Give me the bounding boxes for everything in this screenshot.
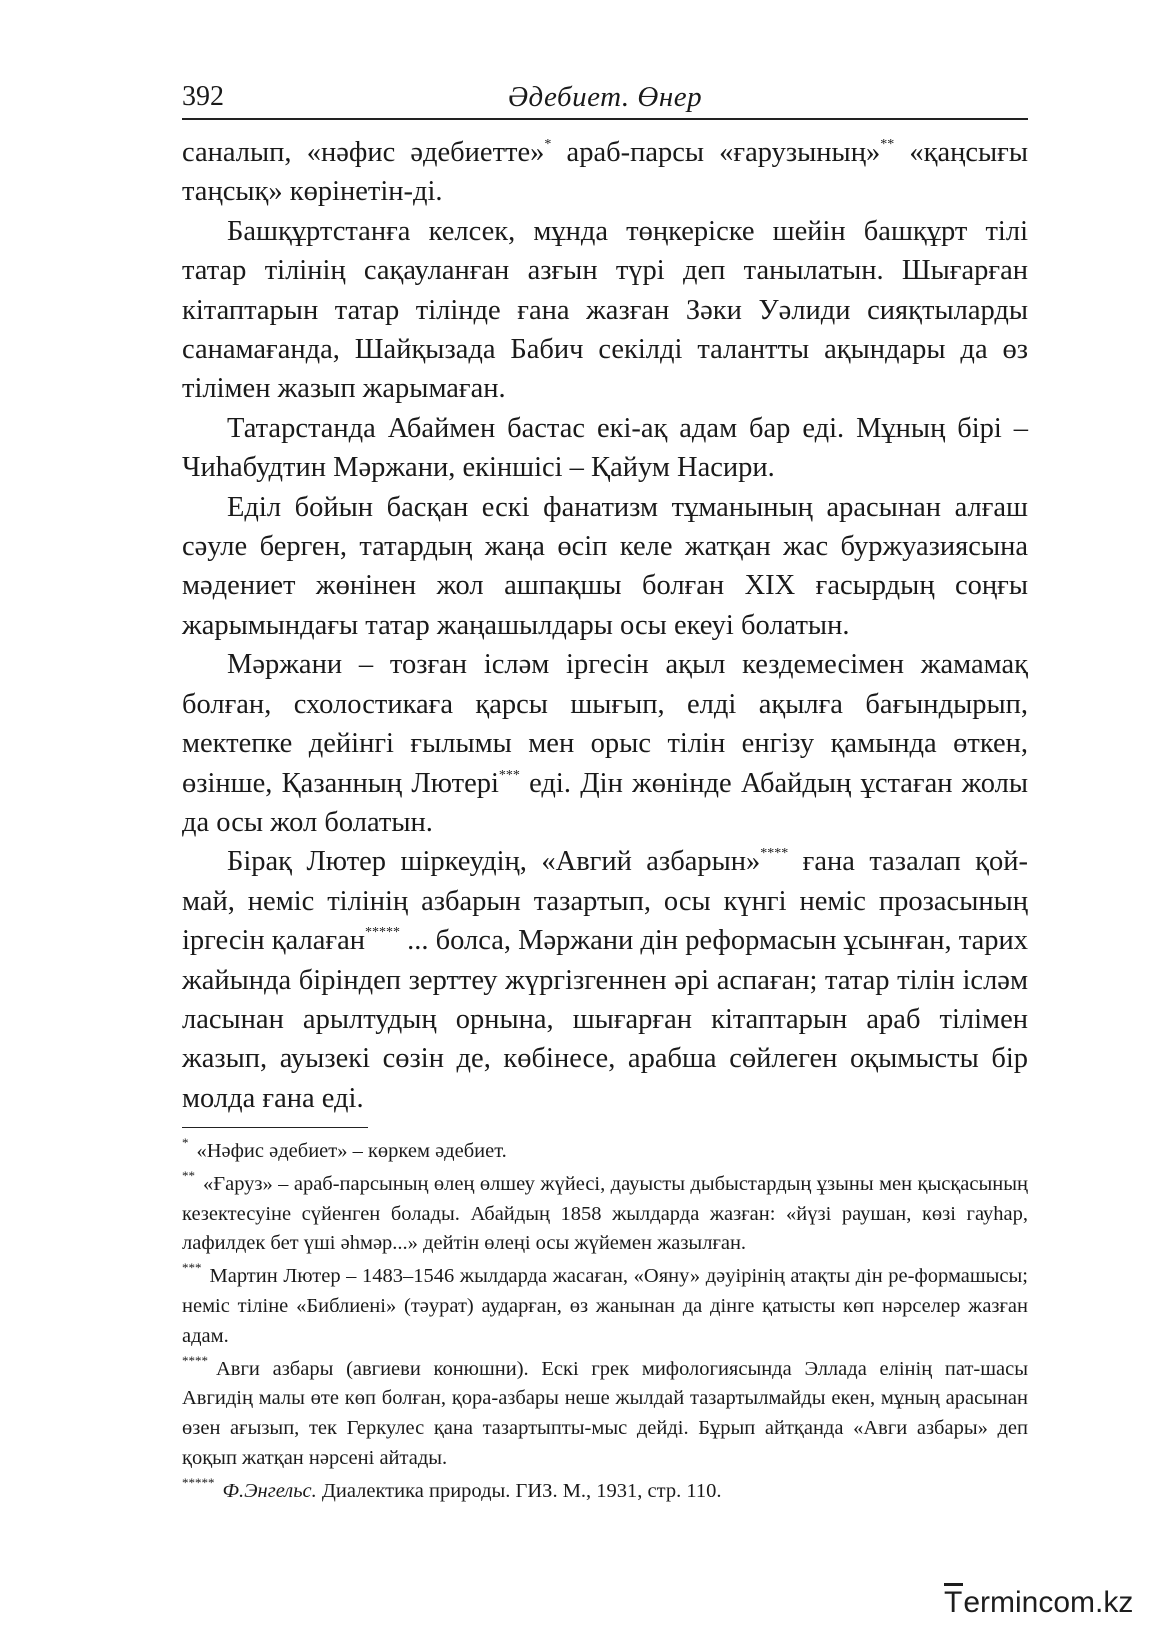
paragraph-6-text-c: ... болса, Мәржани дін реформасын ұсынған, тарих жайында біріндеп зерттеу жүргізгеннен әрі аспаған; татар тілін ісләм ласынан арылтудың орнына, шығарған кітаптарын араб тілімен жазып, ауызекі сөзін де, көбінесе, арабша сөйлеген оқымысты бір молда ғана еді. xyxy=(182,925,1029,1114)
paragraph-2: Башқұртстанға келсек, мұнда төңкеріске шейін башқұрт тілі татар тілінің сақауланған азғын түрі деп танылатын. Шығарған кітаптарын татар тілінде ғана жазған Зәки Уәлиди сияқтыларды санамағанда, Шайқызада Бабич секілді талантты ақындары да өз тілімен жазып жарымаған. xyxy=(182,215,1028,405)
site-watermark xyxy=(944,1583,1134,1617)
footnote-4-mark: **** xyxy=(182,1352,208,1368)
footnote-ref-2: ** xyxy=(880,137,895,152)
paragraph-5-text-b: еді. Дін жөнінде Абайдың ұстаған жолы да осы жол болатын. xyxy=(182,767,1028,838)
paragraph-4: Еділ бойын басқан ескі фанатизм тұманының арасынан алғаш сәуле берген, татардың жаңа өсіп келе жатқан жас буржуазиясына мәдениет жөнінен жол ашпақшы болған ХІХ ғасырдың соңғы жарымындағы татар жаңашылдары осы екеуі болатын. xyxy=(182,491,1028,641)
footnote-1-text: «Нәфис әдебиет» – көркем әдебиет. xyxy=(196,1140,507,1162)
footnote-ref-4: **** xyxy=(760,846,789,862)
footnote-ref-3: *** xyxy=(498,767,520,783)
footnote-2 xyxy=(182,1167,1028,1259)
watermark-first-letter: T xyxy=(944,1583,963,1620)
footnote-separator xyxy=(182,1127,368,1128)
paragraph-1-text-a: саналып, «нәфис әдебиетте» xyxy=(182,137,545,168)
footnote-3-mark: *** xyxy=(182,1260,202,1276)
footnote-3-text: Мартин Лютер – 1483–1546 жылдарда жасаған, «Ояну» дәуірінің атақты дін ре-формашысы; неміс тіліне «Библиені» (тәурат) аударған, өз жанынан да дінге қатысты көп нәрселер жазған адам. xyxy=(182,1265,1028,1347)
footnote-1-mark: * xyxy=(182,1135,189,1150)
paragraph-3: Татарстанда Абаймен бастас екі-ақ адам бар еді. Мұның бірі – Чиһабудтин Мәржани, екіншісі – Қайум Насири. xyxy=(182,412,1028,484)
footnote-5 xyxy=(182,1474,1028,1507)
paragraph-5 xyxy=(182,645,1028,842)
footnotes xyxy=(182,1137,1028,1510)
footnote-5-mark: ***** xyxy=(182,1474,215,1490)
footnote-ref-5: ***** xyxy=(365,925,401,941)
footnote-ref-1: * xyxy=(544,137,552,152)
paragraph-5-text-a: Мәржани – тозған ісләм іргесін ақыл кездемесімен жамамақ болған, схолостикаға қарсы шығып, елді ақылға бағындырып, мектепке дейінгі ғылымы мен орыс тілін енгізу қамында өткен, өзінше, Қазанның Лютері xyxy=(182,649,1028,799)
paragraph-1 xyxy=(182,133,1028,212)
main-text xyxy=(182,133,1028,1118)
watermark-rest: ermincom.kz xyxy=(963,1586,1134,1619)
footnote-2-text: «Ғаруз» – араб-парсының өлең өлшеу жүйесі, дауысты дыбыстардың ұзыны мен қысқасының кезектесуіне сүйенген болады. Абайдың 1858 жылдарда жазған: «йүзі раушан, көзі гауһар, лафилдек бет үші әһмәр...» дейтін өлеңі осы жүйемен жазылған. xyxy=(182,1172,1028,1255)
footnote-4-text: Авги азбары (авгиеви конюшни). Ескі грек мифологиясында Эллада елінің пат-шасы Авгидің малы өте көп болған, қора-азбары неше жылдай тазартылмайды екен, мұның арасынан өзен ағызып, тек Геркулес қана тазартыпты-мыс дейді. Бұрып айтқанда «Авги азбары» деп қоқып жатқан нәрсені айтады. xyxy=(182,1357,1028,1469)
footnote-5-author: Ф.Энгельс. xyxy=(222,1479,317,1502)
footnote-3 xyxy=(182,1262,1028,1351)
running-title: Әдебиет. Өнер xyxy=(507,81,703,113)
footnote-1 xyxy=(182,1137,1028,1167)
paragraph-1-text-c: «қаңсығы таңсық» көрінетін-ді. xyxy=(182,137,1029,208)
paragraph-1-text-b: араб-парсы «ғарузының» xyxy=(551,137,881,168)
paragraph-6-text-b: ғана тазалап қой-май, неміс тілінің азбарын тазартып, осы күнгі неміс прозасының іргесін қалаған xyxy=(182,846,1028,957)
footnote-5-text: Диалектика природы. ГИЗ. М., 1931, стр. 110. xyxy=(316,1479,722,1502)
paragraph-6-text-a: Бірақ Лютер шіркеудің, «Авгий азбарын» xyxy=(227,846,761,878)
page-header xyxy=(182,78,1028,120)
footnote-4 xyxy=(182,1352,1028,1474)
footnote-2-mark: ** xyxy=(182,1167,195,1183)
page-number: 392 xyxy=(182,81,224,112)
paragraph-6 xyxy=(182,842,1028,1118)
